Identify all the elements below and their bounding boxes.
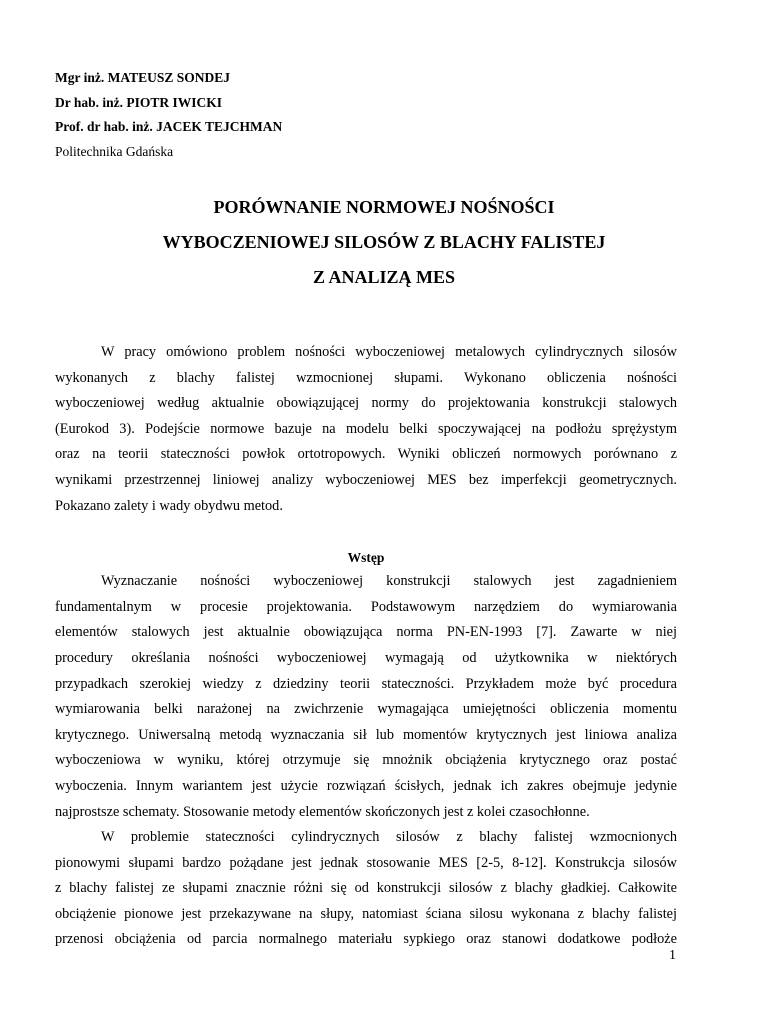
intro-line: z blachy falistej ze słupami znacznie różni się od konstrukcji silosów z blachy gładkiej. Całkowite: [55, 880, 677, 897]
abstract-line: oraz na teorii stateczności powłok ortotropowych. Wyniki obliczeń normowych porównano z: [55, 446, 677, 463]
intro-line: obciążenie pionowe jest przekazywane na słupy, natomiast ściana silosu wykonana z blachy falistej: [55, 905, 677, 922]
abstract-line: (Eurokod 3). Podejście normowe bazuje na modelu belki spoczywającej na podłożu sprężystym: [55, 420, 677, 437]
author-2: Dr hab. inż. PIOTR IWICKI: [55, 94, 223, 110]
title-line-3: Z ANALIZĄ MES: [312, 267, 456, 287]
section-heading-intro: Wstęp: [347, 550, 385, 566]
intro-line: najprostsze schematy. Stosowanie metody elementów skończonych jest z kolei czasochłonne.: [55, 803, 590, 820]
abstract-line: Pokazano zalety i wady obydwu metod.: [55, 497, 283, 514]
paper-title: [0, 190, 768, 295]
intro-paragraph-1: [55, 569, 677, 825]
intro-line: krytycznego. Uniwersalną metodą wyznaczania sił lub momentów krytycznych jest liniowa analiza: [55, 726, 677, 743]
author-3: Prof. dr hab. inż. JACEK TEJCHMAN: [55, 119, 283, 134]
intro-line: fundamentalnym w procesie projektowania. Podstawowym narzędziem do wymiarowania: [55, 598, 677, 615]
paper-body: [55, 340, 677, 953]
author-block: [55, 66, 282, 164]
intro-line: przypadkach szerokiej wiedzy z dziedziny teorii stateczności. Przykładem może być procedura: [55, 675, 677, 692]
title-line-2: WYBOCZENIOWEJ SILOSÓW Z BLACHY FALISTEJ: [162, 232, 606, 252]
intro-line: procedury określania nośności wyboczeniowej wymagają od użytkownika w niektórych: [55, 649, 677, 666]
title-line-1: PORÓWNANIE NORMOWEJ NOŚNOŚCI: [213, 197, 555, 217]
abstract-line: W pracy omówiono problem nośności wyboczeniowej metalowych cylindrycznych silosów: [101, 344, 677, 360]
intro-paragraph-2: [55, 825, 677, 953]
intro-line: wyboczeniowa w wyniku, której otrzymuje się mnożnik obciążenia krytycznego oraz postać: [55, 752, 677, 769]
intro-line: elementów stalowych jest aktualnie obowiązująca norma PN-EN-1993 [7]. Zawarte w niej: [55, 624, 677, 641]
affiliation: Politechnika Gdańska: [55, 143, 174, 159]
abstract-line: wynikami przestrzennej liniowej analizy wyboczeniowej MES bez imperfekcji geometrycznych.: [55, 471, 677, 488]
author-1: Mgr inż. MATEUSZ SONDEJ: [55, 70, 231, 85]
abstract-line: wykonanych z blachy falistej wzmocnionej słupami. Wykonano obliczenia nośności: [55, 369, 677, 386]
intro-line: wyboczenia. Innym wariantem jest użycie rozwiązań ścisłych, jednak ich zakres obejmuje jedynie: [55, 777, 677, 794]
abstract-line: wyboczeniowej według aktualnie obowiązującej normy do projektowania konstrukcji stalowych: [55, 395, 677, 412]
intro-line: W problemie stateczności cylindrycznych silosów z blachy falistej wzmocnionych: [101, 829, 677, 846]
intro-line: Wyznaczanie nośności wyboczeniowej konstrukcji stalowych jest zagadnieniem: [101, 573, 677, 590]
intro-line: wymiarowania belki narażonej na zwichrzenie wymagająca umiejętności obliczenia momentu: [55, 701, 677, 718]
abstract-paragraph: [55, 340, 677, 519]
intro-line: przenosi obciążenia od parcia normalnego materiału sypkiego oraz stanowi dodatkowe podłoże: [55, 931, 677, 948]
page-number: 1: [669, 948, 676, 963]
intro-line: pionowymi słupami bardzo pożądane jest jednak stosowanie MES [2-5, 8-12]. Konstrukcja silosów: [55, 854, 677, 871]
